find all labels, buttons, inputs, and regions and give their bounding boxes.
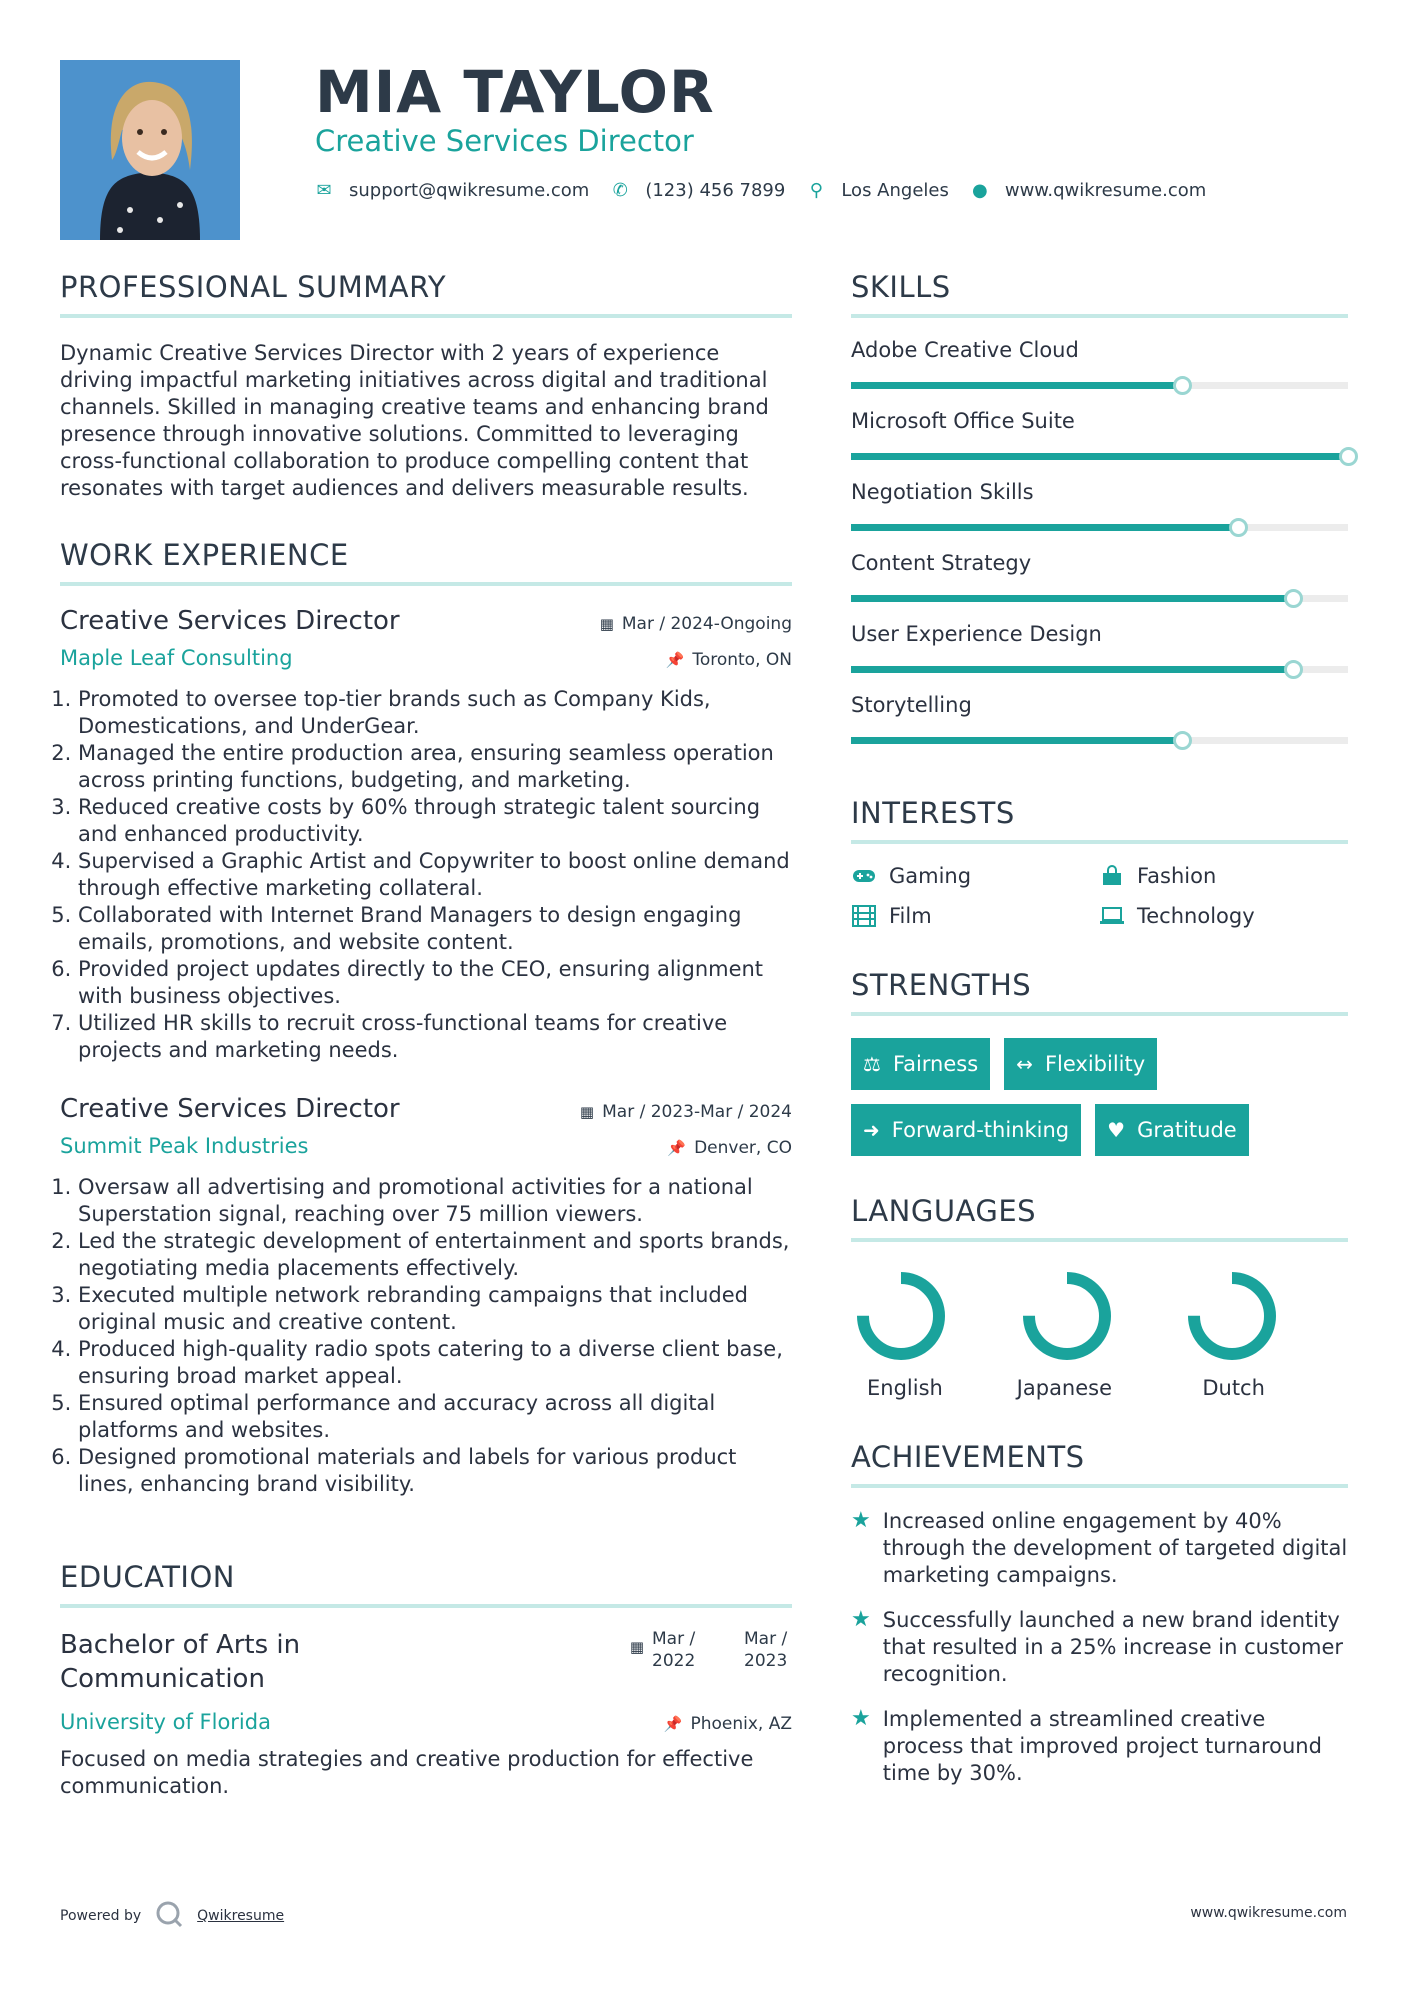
education-end: Mar / 2023	[744, 1629, 788, 1671]
skill-item	[851, 338, 1348, 389]
achievement-item	[851, 1706, 1348, 1787]
job-title: Creative Services Director	[60, 606, 400, 636]
shooting-star-icon: ★	[851, 1508, 871, 1533]
skill-name: Adobe Creative Cloud	[851, 338, 1079, 362]
experience-heading: WORK EXPERIENCE	[60, 538, 792, 586]
contact-bar	[315, 180, 1228, 201]
skill-bar-knob	[1284, 589, 1303, 608]
candidate-name: MIA TAYLOR	[315, 58, 715, 126]
skill-bar-knob	[1229, 518, 1248, 537]
job-location: 📌 Denver, CO	[667, 1138, 792, 1158]
map-pin-icon: ⚲	[809, 180, 823, 201]
job-bullets	[60, 686, 792, 1064]
strength-tag	[851, 1038, 990, 1090]
skill-bar	[851, 453, 1348, 460]
skill-bar-knob	[1284, 660, 1303, 679]
list-item: 1. Promoted to oversee top-tier brands such as Company Kids, Domestications, and UnderGear.	[78, 686, 792, 740]
contact-phone[interactable]	[611, 180, 785, 201]
qwikresume-logo-icon	[155, 1900, 183, 1932]
strength-tag	[1095, 1104, 1249, 1156]
degree-title: Bachelor of Arts in Communication	[60, 1630, 301, 1694]
language-label: Dutch	[1202, 1376, 1265, 1400]
shooting-star-icon: ★	[851, 1706, 871, 1731]
interests-heading: INTERESTS	[851, 796, 1348, 844]
skill-bar-fill	[851, 666, 1293, 673]
strength-label: Flexibility	[1044, 1052, 1146, 1076]
skill-bar-knob	[1173, 376, 1192, 395]
list-item: 4. Produced high-quality radio spots catering to a diverse client base, ensuring broad market appeal.	[78, 1336, 792, 1390]
brand-link[interactable]: Qwikresume	[197, 1908, 285, 1924]
skill-bar-knob	[1339, 447, 1358, 466]
job-company: Summit Peak Industries	[60, 1134, 309, 1158]
strength-tag	[1004, 1038, 1157, 1090]
list-item: 6. Designed promotional materials and labels for various product lines, enhancing brand visibility.	[78, 1444, 792, 1498]
profile-photo	[60, 60, 240, 240]
language-progress-ring	[1017, 1266, 1117, 1366]
education-dates	[630, 1628, 792, 1672]
list-item: 5. Ensured optimal performance and accuracy across all digital platforms and websites.	[78, 1390, 792, 1444]
achievement-item	[851, 1607, 1348, 1688]
calendar-icon: ▦	[629, 1638, 644, 1656]
candidate-title: Creative Services Director	[315, 124, 694, 158]
contact-location	[807, 180, 949, 201]
strength-label: Fairness	[892, 1052, 979, 1076]
achievements-list	[851, 1508, 1348, 1787]
interest-item	[851, 864, 1099, 888]
job-location: 📌 Toronto, ON	[665, 650, 792, 670]
skill-item	[851, 622, 1348, 673]
location-text: Los Angeles	[841, 180, 949, 201]
calendar-icon: ▦	[579, 1103, 595, 1121]
envelope-icon: ✉	[316, 180, 332, 201]
job-entry	[60, 1094, 792, 1498]
list-item: 7. Utilized HR skills to recruit cross-functional teams for creative projects and marketing needs.	[78, 1010, 792, 1064]
website-text: www.qwikresume.com	[1004, 180, 1207, 201]
skills-list	[851, 338, 1348, 744]
interest-label: Fashion	[1137, 864, 1217, 888]
skill-bar	[851, 666, 1348, 673]
language-progress-ring	[1182, 1266, 1282, 1366]
list-item: 6. Provided project updates directly to the CEO, ensuring alignment with business objectives.	[78, 956, 792, 1010]
strength-tag	[851, 1104, 1081, 1156]
job-dates: ▦ Mar / 2023-Mar / 2024	[579, 1102, 792, 1122]
achievement-text: Successfully launched a new brand identity that resulted in a 25% increase in customer recognition.	[882, 1608, 1344, 1686]
interest-label: Gaming	[889, 864, 972, 888]
summary-text: Dynamic Creative Services Director with 2 years of experience driving impactful marketing initiatives across digital and traditional channels. Skilled in managing creative teams and enhancing brand presence through innovative solutions. Committed to leveraging cross-functional collaboration to produce compelling content that resonates with target audiences and delivers measurable results.	[60, 341, 769, 500]
phone-text: (123) 456 7899	[645, 180, 786, 201]
list-item: 3. Reduced creative costs by 60% through strategic talent sourcing and enhanced productivity.	[78, 794, 792, 848]
education-entry	[60, 1628, 792, 1800]
list-item: 2. Led the strategic development of entertainment and sports brands, negotiating media placements effectively.	[78, 1228, 792, 1282]
education-heading: EDUCATION	[60, 1560, 792, 1608]
education-description: Focused on media strategies and creative production for effective communication.	[60, 1747, 754, 1798]
laptop-icon	[1099, 907, 1125, 925]
arrows-horizontal-icon: ↔	[1016, 1052, 1033, 1076]
strengths-heading: STRENGTHS	[851, 968, 1348, 1016]
skill-bar	[851, 382, 1348, 389]
left-column	[60, 270, 792, 1800]
shopping-bag-icon	[1099, 865, 1125, 887]
achievement-item	[851, 1508, 1348, 1589]
list-item: 2. Managed the entire production area, ensuring seamless operation across printing functions, budgeting, and marketing.	[78, 740, 792, 794]
powered-by-text: Powered by	[60, 1908, 142, 1924]
language-item	[851, 1266, 1017, 1400]
skill-item	[851, 480, 1348, 531]
language-item	[1182, 1266, 1348, 1400]
job-bullets	[60, 1174, 792, 1498]
language-label: English	[867, 1376, 943, 1400]
strength-label: Forward-thinking	[891, 1118, 1070, 1142]
right-column	[851, 270, 1348, 1787]
globe-icon: ●	[971, 180, 988, 201]
skill-item	[851, 693, 1348, 744]
pin-icon: 📌	[667, 1139, 687, 1157]
interest-item	[1099, 904, 1347, 928]
pin-icon: 📌	[665, 651, 685, 669]
heart-icon: ♥	[1107, 1118, 1126, 1142]
school-name: University of Florida	[60, 1710, 271, 1734]
skill-bar-fill	[851, 737, 1182, 744]
footer-powered-by	[60, 1900, 284, 1932]
balance-scale-icon: ⚖	[863, 1052, 881, 1076]
education-start: Mar / 2022	[652, 1629, 696, 1671]
skill-bar-knob	[1173, 731, 1192, 750]
list-item: 1. Oversaw all advertising and promotional activities for a national Superstation signal, reaching over 75 million viewers.	[78, 1174, 792, 1228]
email-text: support@qwikresume.com	[349, 180, 590, 201]
pin-icon: 📌	[663, 1715, 683, 1733]
skill-name: User Experience Design	[851, 622, 1102, 646]
achievement-text: Implemented a streamlined creative process that improved project turnaround time by 30%.	[882, 1707, 1322, 1785]
interest-label: Film	[889, 904, 932, 928]
skill-bar-fill	[851, 595, 1293, 602]
summary-heading: PROFESSIONAL SUMMARY	[60, 270, 792, 318]
skill-item	[851, 409, 1348, 460]
skill-bar-fill	[851, 524, 1238, 531]
skill-bar	[851, 524, 1348, 531]
footer-website[interactable]: www.qwikresume.com	[1190, 1905, 1347, 1921]
interest-label: Technology	[1137, 904, 1255, 928]
language-label: Japanese	[1016, 1376, 1113, 1400]
skills-heading: SKILLS	[851, 270, 1348, 318]
interest-item	[851, 904, 1099, 928]
skill-name: Negotiation Skills	[851, 480, 1034, 504]
shooting-star-icon: ★	[851, 1607, 871, 1632]
arrow-right-icon: ➜	[863, 1118, 880, 1142]
achievements-heading: ACHIEVEMENTS	[851, 1440, 1348, 1488]
job-company: Maple Leaf Consulting	[60, 646, 293, 670]
language-progress-ring	[851, 1266, 951, 1366]
list-item: 4. Supervised a Graphic Artist and Copywriter to boost online demand through effective marketing collateral.	[78, 848, 792, 902]
list-item: 3. Executed multiple network rebranding campaigns that included original music and creative content.	[78, 1282, 792, 1336]
school-location: 📌 Phoenix, AZ	[663, 1714, 792, 1734]
list-item: 5. Collaborated with Internet Brand Managers to design engaging emails, promotions, and website content.	[78, 902, 792, 956]
skill-name: Storytelling	[851, 693, 972, 717]
job-title: Creative Services Director	[60, 1094, 400, 1124]
skill-name: Microsoft Office Suite	[851, 409, 1075, 433]
skill-bar-fill	[851, 382, 1182, 389]
gamepad-icon	[851, 868, 877, 884]
contact-email[interactable]	[315, 180, 589, 201]
skill-item	[851, 551, 1348, 602]
phone-icon: ✆	[612, 180, 628, 201]
achievement-text: Increased online engagement by 40% through the development of targeted digital marketing campaigns.	[882, 1509, 1348, 1587]
skill-bar-fill	[851, 453, 1348, 460]
contact-website[interactable]	[971, 180, 1206, 201]
language-item	[1017, 1266, 1183, 1400]
skill-bar	[851, 595, 1348, 602]
job-dates: ▦ Mar / 2024-Ongoing	[599, 614, 792, 634]
interest-item	[1099, 864, 1347, 888]
interests-list	[851, 864, 1348, 928]
languages-heading: LANGUAGES	[851, 1194, 1348, 1242]
strengths-list	[851, 1038, 1348, 1156]
strength-label: Gratitude	[1137, 1118, 1237, 1142]
job-entry	[60, 606, 792, 1064]
languages-list	[851, 1266, 1348, 1400]
film-icon	[851, 905, 877, 927]
calendar-icon: ▦	[599, 615, 614, 633]
skill-name: Content Strategy	[851, 551, 1032, 575]
skill-bar	[851, 737, 1348, 744]
